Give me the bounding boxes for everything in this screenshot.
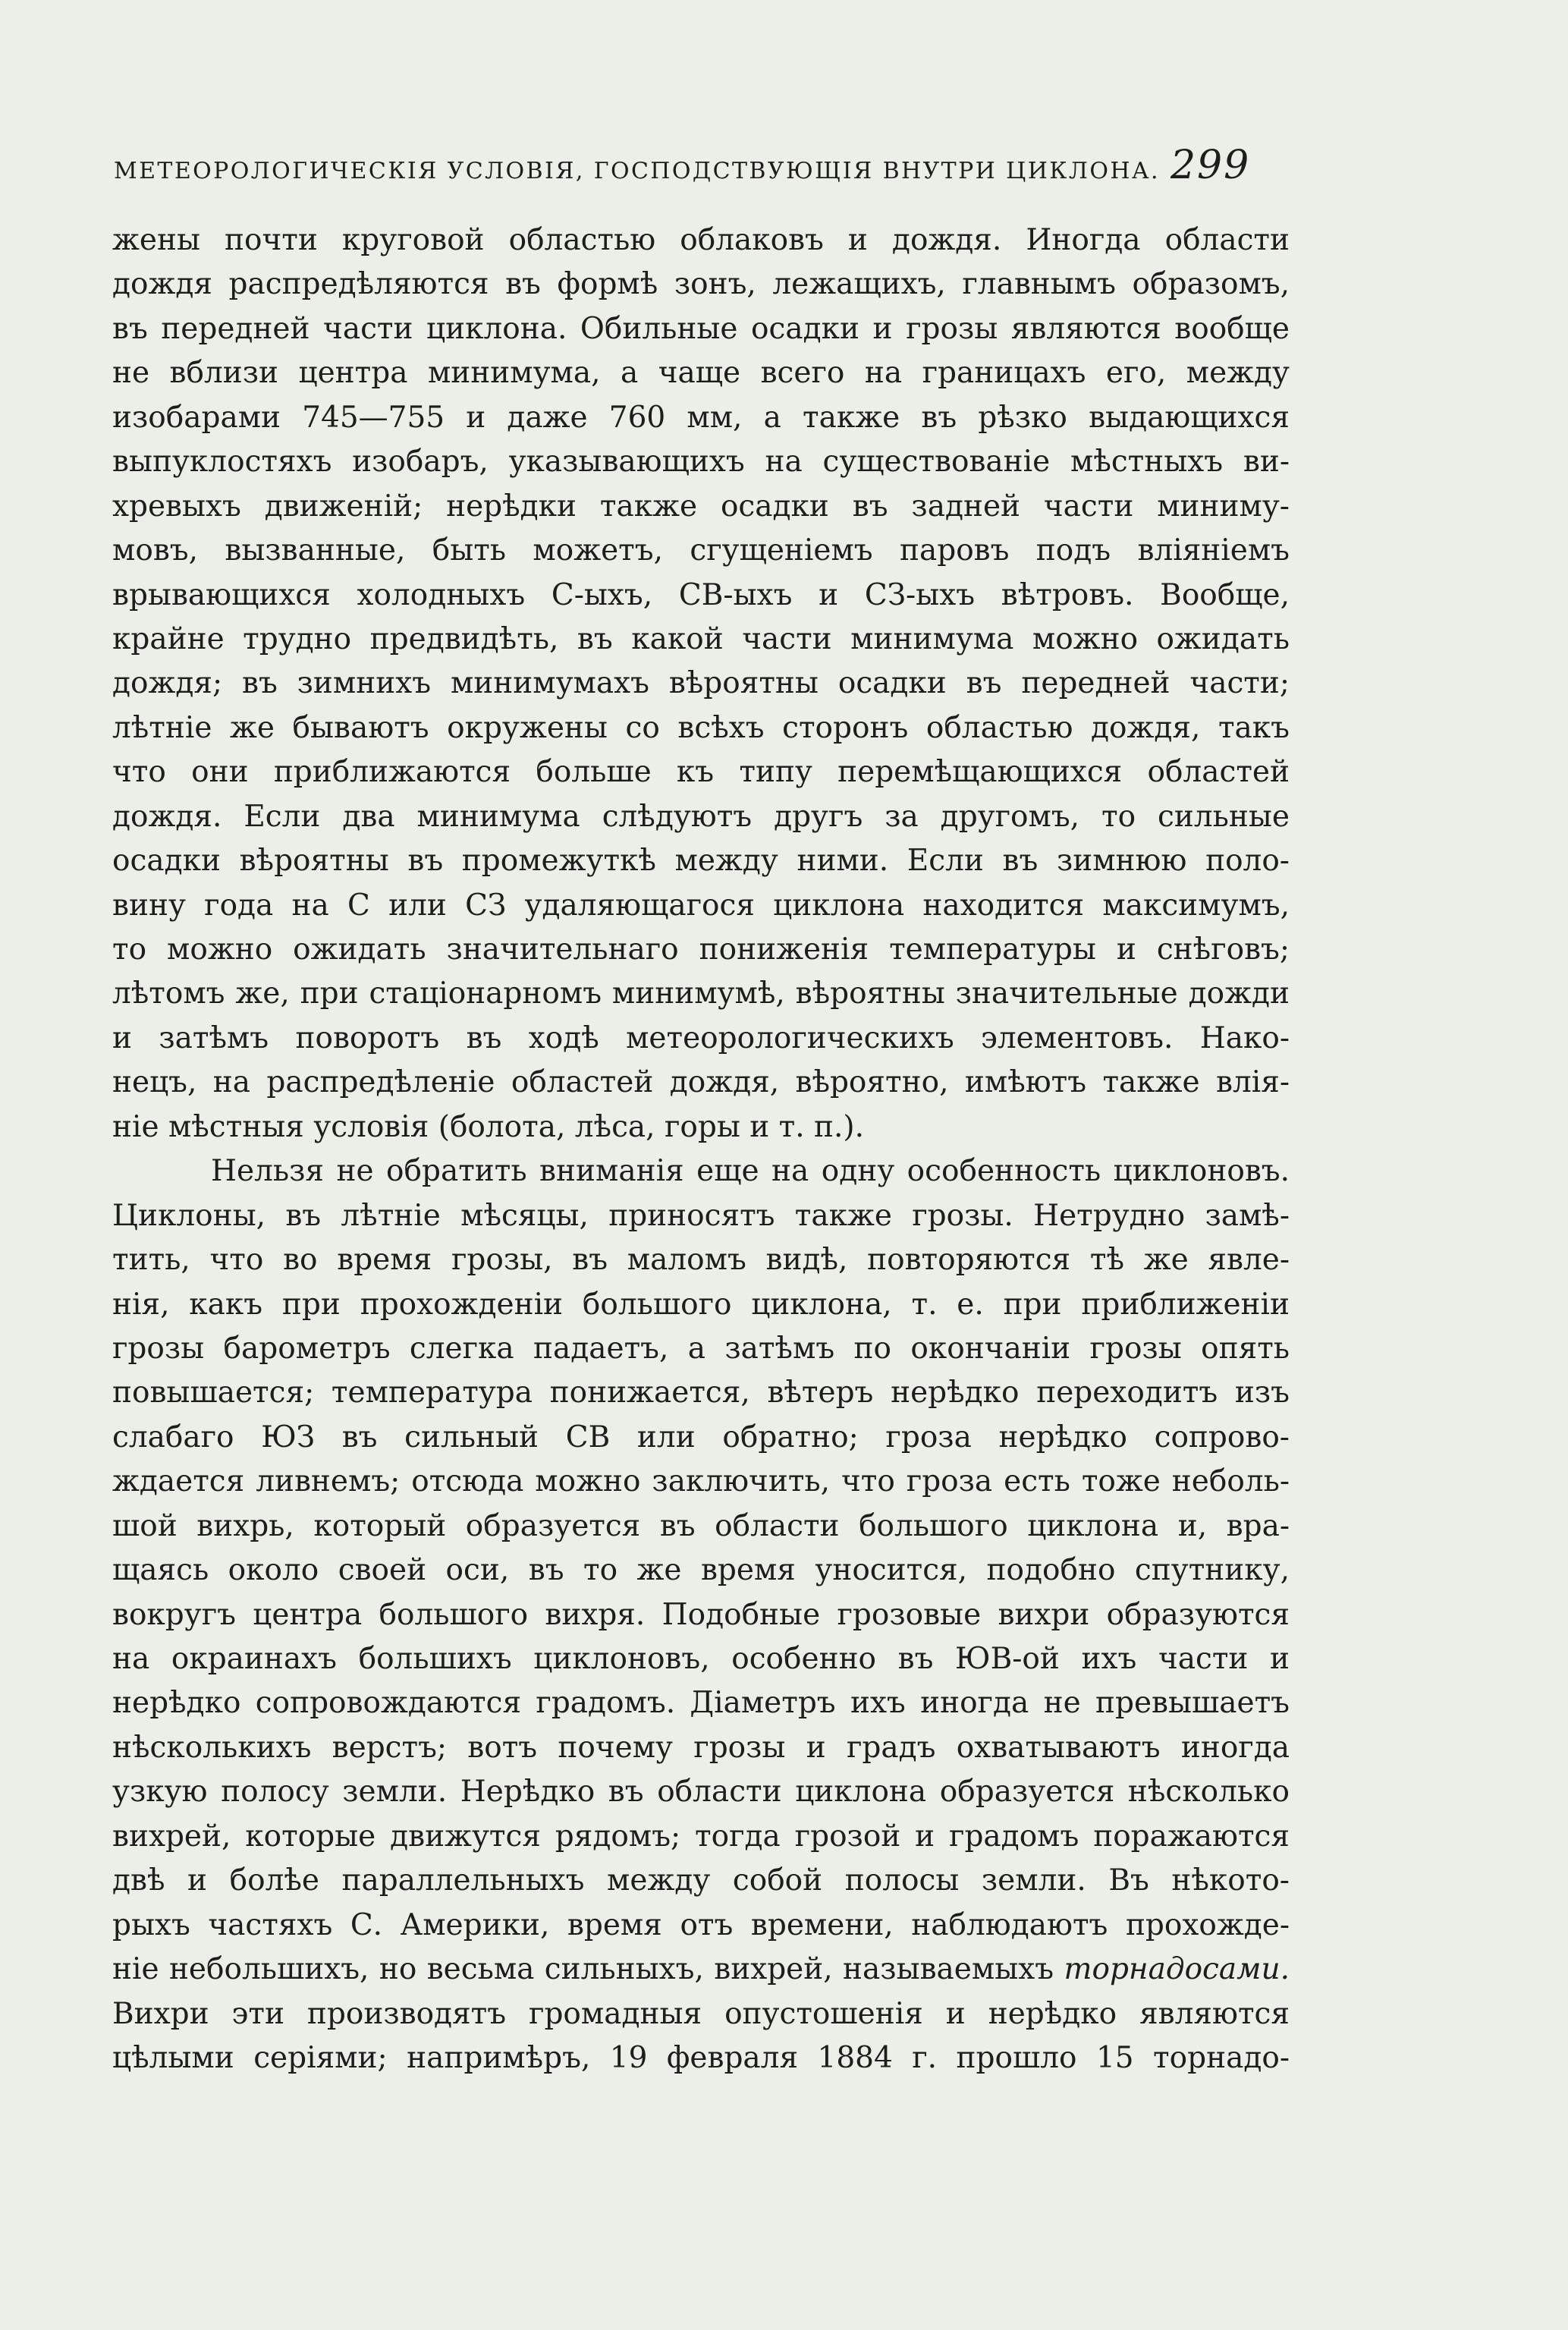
text-line: ждается ливнемъ; отсюда можно заключить, что гроза есть тоже неболь- <box>112 1464 1290 1499</box>
text-line: ніе мѣстныя условія (болота, лѣса, горы и т. п.). <box>112 1109 865 1144</box>
text-line: мовъ, вызванные, быть можетъ, сгущеніемъ паровъ подъ вліяніемъ <box>112 533 1290 568</box>
text-line: нѣсколькихъ верстъ; вотъ почему грозы и градъ охватываютъ иногда <box>112 1730 1290 1765</box>
text-line: хревыхъ движеній; нерѣдки также осадки въ задней части миниму- <box>112 489 1290 524</box>
text-line: въ передней части циклона. Обильные осадки и грозы являются вообще <box>112 311 1290 346</box>
text-line: жены почти круговой областью облаковъ и дождя. Иногда области <box>112 223 1290 257</box>
text-line: Нельзя не обратить вниманія еще на одну особенность циклоновъ. <box>211 1154 1290 1189</box>
text-line: крайне трудно предвидѣть, въ какой части минимума можно ожидать <box>112 621 1290 656</box>
text-line: вину года на С или СЗ удаляющагося циклона находится максимумъ, <box>112 888 1290 923</box>
text-line: на окраинахъ большихъ циклоновъ, особенно въ ЮВ-ой ихъ части и <box>112 1642 1290 1676</box>
text-line: двѣ и болѣе параллельныхъ между собой полосы земли. Въ нѣкото- <box>112 1863 1290 1898</box>
body-text <box>112 219 1290 2080</box>
text-line: что они приближаются больше къ типу перемѣщающихся областей <box>112 755 1290 790</box>
text-line: и затѣмъ поворотъ въ ходѣ метеорологическихъ элементовъ. Нако- <box>112 1020 1290 1055</box>
text-line: щаясь около своей оси, въ то же время уносится, подобно спутнику, <box>112 1553 1290 1588</box>
paragraph-1 <box>112 219 1290 1149</box>
text-line: изобарами 745—755 и даже 760 мм, а также въ рѣзко выдающихся <box>112 400 1290 435</box>
paragraph-2 <box>112 1149 1290 2080</box>
text-line: дождя распредѣляются въ формѣ зонъ, лежащихъ, главнымъ образомъ, <box>112 267 1290 302</box>
text-line: цѣлыми серіями; напримѣръ, 19 февраля 1884 г. прошло 15 торнадо- <box>112 2040 1290 2075</box>
header-title: МЕТЕОРОЛОГИЧЕСКІЯ УСЛОВІЯ, ГОСПОДСТВУЮЩІЯ ВНУТРИ ЦИКЛОНА. <box>114 158 1160 184</box>
text-line: осадки вѣроятны въ промежуткѣ между ними. Если въ зимнюю поло- <box>112 844 1290 879</box>
text-line: не вблизи центра минимума, а чаще всего на границахъ его, между <box>112 356 1290 391</box>
text-line: грозы барометръ слегка падаетъ, а затѣмъ по окончаніи грозы опять <box>112 1331 1290 1366</box>
text-line-with-term <box>112 1948 1290 1992</box>
text-line: вихрей, которые движутся рядомъ; тогда грозой и градомъ поражаются <box>112 1819 1290 1854</box>
text-line: тить, что во время грозы, въ маломъ видѣ, повторяются тѣ же явле- <box>112 1243 1290 1278</box>
running-header <box>114 143 1290 196</box>
text-line: шой вихрь, который образуется въ области большого циклона и, вра- <box>112 1508 1290 1543</box>
italic-term: торнадосами. <box>1064 1952 1290 1987</box>
text-line: вокругъ центра большого вихря. Подобные грозовые вихри образуются <box>112 1597 1290 1632</box>
text-line: дождя; въ зимнихъ минимумахъ вѣроятны осадки въ передней части; <box>112 666 1290 701</box>
text-line: узкую полосу земли. Нерѣдко въ области циклона образуется нѣсколько <box>112 1775 1290 1810</box>
text-line: нецъ, на распредѣленіе областей дождя, вѣроятно, имѣютъ также влія- <box>112 1065 1290 1100</box>
text-line-start: ніе небольшихъ, но весьма сильныхъ, вихрей, называемыхъ <box>112 1952 1064 1987</box>
text-line: дождя. Если два минимума слѣдуютъ другъ за другомъ, то сильные <box>112 799 1290 834</box>
text-line: лѣтомъ же, при стаціонарномъ минимумѣ, вѣроятны значительные дожди <box>112 976 1290 1011</box>
text-line: рыхъ частяхъ С. Америки, время отъ времени, наблюдаютъ прохожде- <box>112 1907 1290 1942</box>
text-line: то можно ожидать значительнаго пониженія температуры и снѣговъ; <box>112 932 1290 967</box>
text-line: повышается; температура понижается, вѣтеръ нерѣдко переходитъ изъ <box>112 1376 1290 1410</box>
text-line: Вихри эти производятъ громадныя опустошенія и нерѣдко являются <box>112 1996 1290 2031</box>
text-line: слабаго ЮЗ въ сильный СВ или обратно; гроза нерѣдко сопрово- <box>112 1420 1290 1454</box>
text-line: выпуклостяхъ изобаръ, указывающихъ на существованіе мѣстныхъ ви- <box>112 445 1290 480</box>
page-number: 299 <box>1170 143 1251 188</box>
text-line: Циклоны, въ лѣтніе мѣсяцы, приносятъ также грозы. Нетрудно замѣ- <box>112 1198 1290 1233</box>
text-line: нерѣдко сопровождаются градомъ. Діаметръ ихъ иногда не превышаетъ <box>112 1686 1290 1721</box>
text-line: нія, какъ при прохожденіи большого циклона, т. е. при приближеніи <box>112 1287 1290 1322</box>
text-line: врывающихся холодныхъ С-ыхъ, СВ-ыхъ и СЗ-ыхъ вѣтровъ. Вообще, <box>112 577 1290 612</box>
text-line: лѣтніе же бываютъ окружены со всѣхъ сторонъ областью дождя, такъ <box>112 710 1290 745</box>
